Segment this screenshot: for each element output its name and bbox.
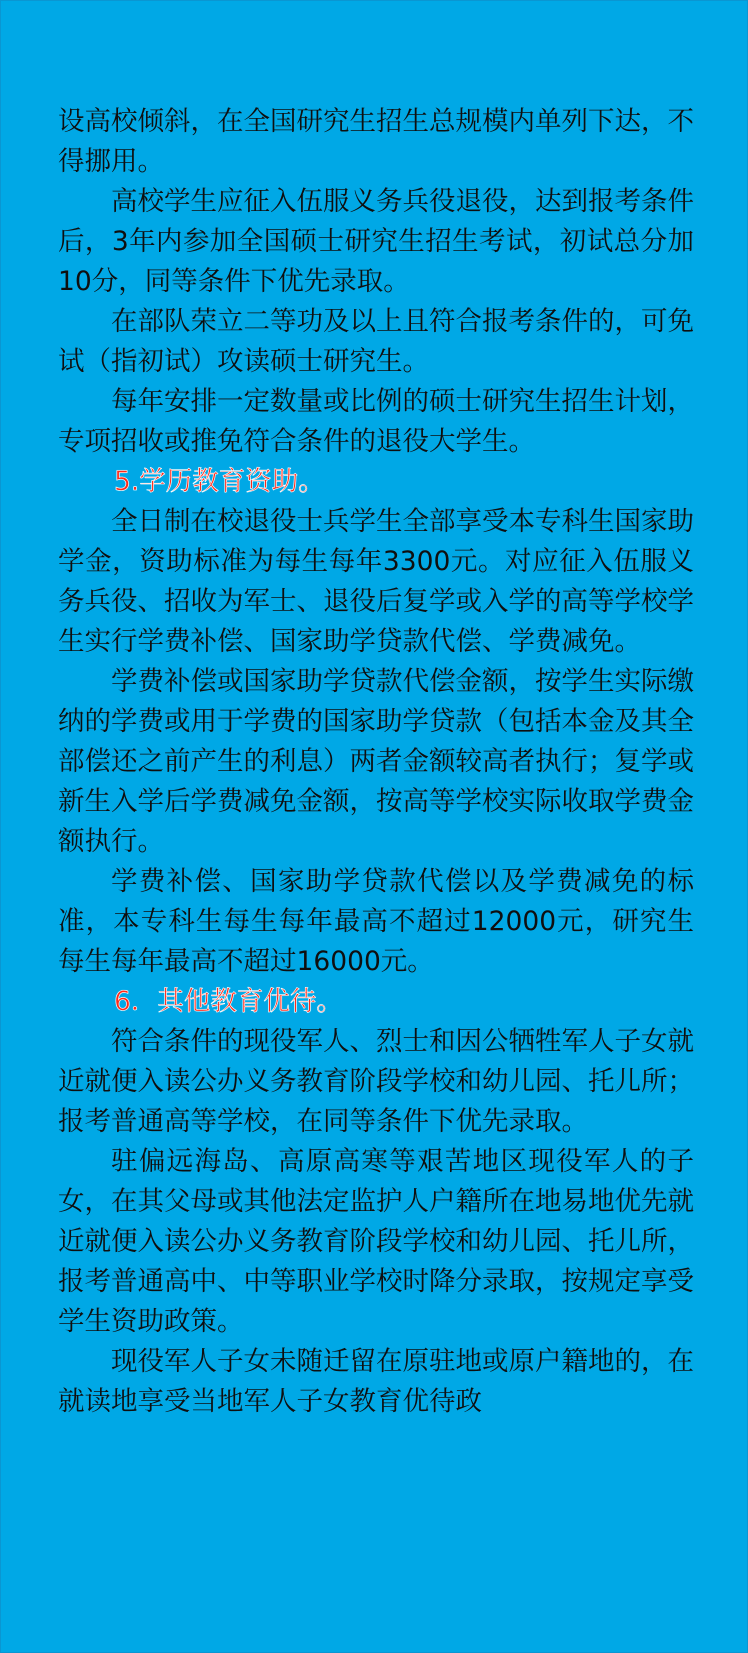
paragraph-remote-area-children: 驻偏远海岛、高原高寒等艰苦地区现役军人的子女，在其父母或其他法定监护人户籍所在地易地优先就近就便入读公办义务教育阶段学校和幼儿园、托儿所，报考普通高中、中等职业学校时降分录取，按规定享受学生资助政策。	[58, 1146, 694, 1337]
document-body	[58, 102, 694, 1422]
paragraph-exam-exemption: 在部队荣立二等功及以上且符合报考条件的，可免试（指初试）攻读硕士研究生。	[58, 306, 694, 377]
paragraph-children-enrollment: 符合条件的现役军人、烈士和因公牺牲军人子女就近就便入读公办义务教育阶段学校和幼儿园、托儿所；报考普通高等学校，在同等条件下优先录取。	[58, 1026, 694, 1137]
paragraph-compensation-amount: 学费补偿或国家助学贷款代偿金额，按学生实际缴纳的学费或用于学费的国家助学贷款（包括本金及其全部偿还之前产生的利息）两者金额较高者执行；复学或新生入学后学费减免金额，按高等学校实际收取学费金额执行。	[58, 666, 694, 857]
paragraph-exam-bonus: 高校学生应征入伍服义务兵役退役，达到报考条件后，3年内参加全国硕士研究生招生考试，初试总分加10分，同等条件下优先录取。	[58, 186, 694, 297]
paragraph-national-grant: 全日制在校退役士兵学生全部享受本专科生国家助学金，资助标准为每生每年3300元。对应征入伍服义务兵役、招收为军士、退役后复学或入学的高等学校学生实行学费补偿、国家助学贷款代偿、学费减免。	[58, 506, 694, 657]
paragraph-quota-allocation: 设高校倾斜，在全国研究生招生总规模内单列下达，不得挪用。	[58, 106, 694, 177]
paragraph-left-behind-children: 现役军人子女未随迁留在原驻地或原户籍地的，在就读地享受当地军人子女教育优待政	[58, 1346, 694, 1417]
paragraph-compensation-cap: 学费补偿、国家助学贷款代偿以及学费减免的标准，本专科生每生每年最高不超过12000元，研究生每生每年最高不超过16000元。	[58, 866, 694, 977]
section-heading-education-aid: 5.学历教育资助。	[114, 466, 325, 497]
section-heading-other-benefits: 6．其他教育优待。	[114, 986, 343, 1017]
paragraph-special-enrollment: 每年安排一定数量或比例的硕士研究生招生计划，专项招收或推免符合条件的退役大学生。	[58, 386, 694, 457]
